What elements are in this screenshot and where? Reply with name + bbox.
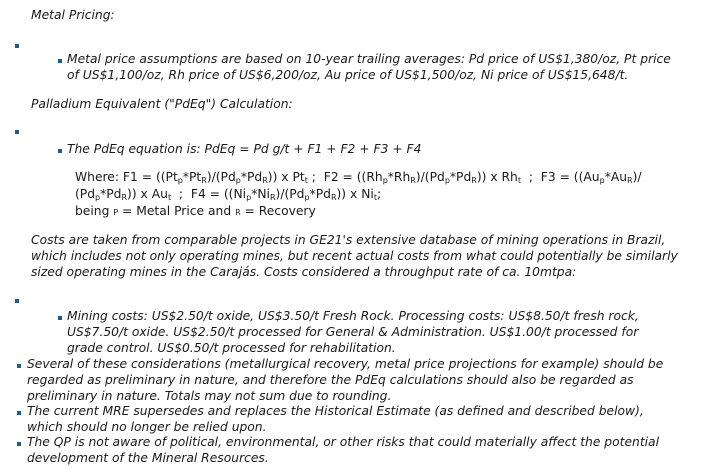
metal-price-def: = Metal Price and	[118, 204, 236, 218]
bullet-marker	[17, 442, 21, 446]
metal-pricing-heading: Metal Pricing:	[31, 8, 115, 22]
pdeq-equation: The PdEq equation is: PdEq = Pd g/t + F1 + F2 + F3 + F4	[67, 142, 422, 156]
being-text: being	[75, 204, 114, 218]
bullet-1-line-2: regarded as preliminary in nature, and therefore the PdEq calculations should also be regarded as	[27, 373, 634, 387]
bullet-marker	[17, 364, 21, 368]
costs-intro-line-2: which includes not only operating mines, but recent actual costs from what could potentially be similarly	[31, 249, 678, 263]
p-label: P	[113, 208, 119, 217]
where-line-3	[75, 204, 316, 218]
where-prefix: Where: F1 = ((Pt	[75, 170, 178, 184]
costs-line-2: US$7.50/t oxide. US$2.50/t processed for General & Administration. US$1.00/t processed for	[67, 325, 639, 339]
metal-price-line-1: Metal price assumptions are based on 10-year trailing averages: Pd price of US$1,380/oz, Pt price	[67, 52, 671, 66]
bullet-marker	[15, 130, 19, 134]
recovery-def: = Recovery	[240, 204, 316, 218]
bullet-marker	[58, 149, 62, 153]
bullet-3-line-2: development of the Mineral Resources.	[27, 451, 269, 465]
bullet-3-line-1: The QP is not aware of political, environmental, or other risks that could materially affect the potential	[27, 435, 660, 449]
bullet-1-line-3: preliminary in nature. Totals may not sum due to rounding.	[27, 389, 392, 403]
bullet-1-line-1: Several of these considerations (metallurgical recovery, metal price projections for example) should be	[27, 357, 664, 371]
r-label: R	[235, 208, 241, 217]
costs-line-1: Mining costs: US$2.50/t oxide, US$3.50/t Fresh Rock. Processing costs: US$8.50/t fresh rock,	[67, 309, 639, 323]
bullet-marker	[58, 59, 62, 63]
where-line-1: Where: $F1 = ((Pt_p*Pt_R)/(Pd_p*Pd_R))$ x $Pt_t$ ; $F2 = ((Rh_p*Rh_R)/(Pd_p*Pd_R))$ x $Rh_t$ ; $F3 = ((Au_p*Au_R)/$	[75, 170, 642, 185]
bullet-2-line-1: The current MRE supersedes and replaces the Historical Estimate (as defined and described below),	[27, 404, 644, 418]
metal-price-line-2: of US$1,100/oz, Rh price of US$6,200/oz, Au price of US$1,500/oz, Ni price of US$15,648/t.	[67, 68, 629, 82]
where-line-2-prefix: (Pd	[75, 187, 96, 201]
costs-intro-line-1: Costs are taken from comparable projects in GE21's extensive database of mining operations in Brazil,	[31, 233, 666, 247]
bullet-marker	[15, 299, 19, 303]
costs-line-3: grade control. US$0.50/t processed for rehabilitation.	[67, 341, 396, 355]
pdeq-heading: Palladium Equivalent ("PdEq") Calculation:	[31, 97, 293, 111]
bullet-marker	[58, 316, 62, 320]
bullet-2-line-2: which should no longer be relied upon.	[27, 420, 267, 434]
bullet-marker	[15, 44, 19, 48]
costs-intro-line-3: sized operating mines in the Carajás. Costs considered a throughput rate of ca. 10mtpa:	[31, 265, 577, 279]
where-line-2: $(Pd_p*Pd_R)$) x $Au_t$ ; $F4 = ((Ni_p*Ni_R)/(Pd_p*Pd_R))$ x $Ni_t$;	[75, 187, 382, 202]
bullet-marker	[17, 411, 21, 415]
